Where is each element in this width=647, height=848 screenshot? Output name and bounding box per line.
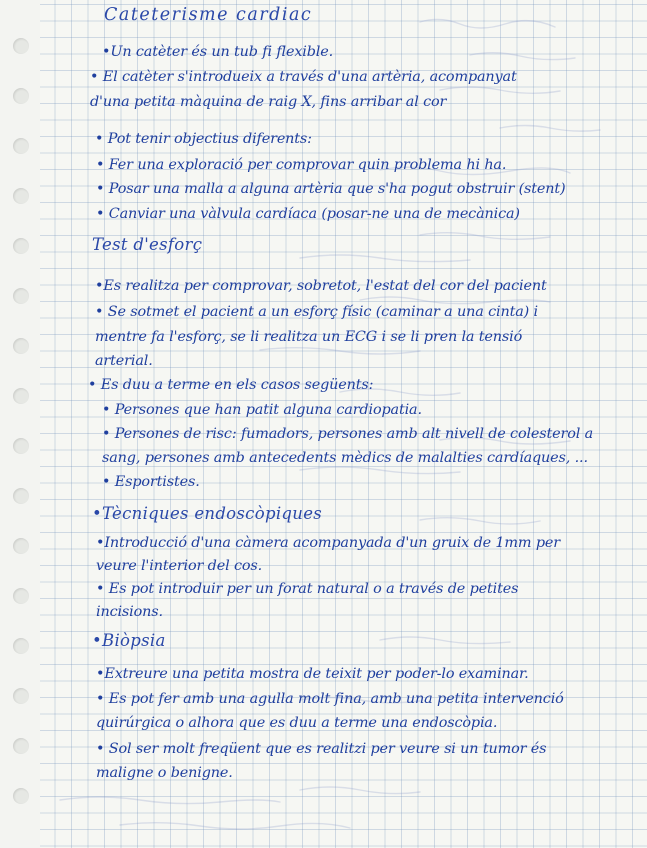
section-heading: •Tècniques endoscòpiques — [92, 504, 323, 523]
section-heading: Test d'esforç — [92, 235, 203, 254]
note-line: incisions. — [96, 604, 163, 620]
note-line: quirúrgica o alhora que es duu a terme una endoscòpia. — [96, 715, 498, 731]
note-line: arterial. — [95, 353, 153, 369]
note-line: • Persones que han patit alguna cardiopatia. — [102, 402, 422, 418]
note-line: mentre fa l'esforç, se li realitza un ECG i se li pren la tensió — [95, 329, 523, 345]
note-line: • Pot tenir objectius diferents: — [95, 131, 312, 147]
note-line: • Fer una exploració per comprovar quin problema hi ha. — [96, 157, 507, 173]
note-line: • Esportistes. — [102, 474, 200, 490]
note-line: • Persones de risc: fumadors, persones amb alt nivell de colesterol a — [102, 426, 594, 442]
note-line: maligne o benigne. — [96, 765, 233, 781]
note-line: • Es pot fer amb una agulla molt fina, amb una petita intervenció — [96, 691, 564, 707]
note-line: • Sol ser molt freqüent que es realitzi per veure si un tumor és — [96, 741, 547, 757]
page-title: Cateterisme cardiac — [104, 5, 313, 25]
note-line: d'una petita màquina de raig X, fins arribar al cor — [90, 94, 447, 110]
note-line: • Es duu a terme en els casos següents: — [88, 377, 374, 393]
note-line: •Un catèter és un tub fi flexible. — [102, 44, 334, 60]
note-line: • Posar una malla a alguna artèria que s'ha pogut obstruir (stent) — [96, 181, 566, 197]
note-line: •Introducció d'una càmera acompanyada d'un gruix de 1mm per — [96, 535, 560, 551]
note-line: • Es pot introduir per un forat natural o a través de petites — [96, 581, 519, 597]
note-line: •Extreure una petita mostra de teixit per poder-lo examinar. — [96, 666, 529, 682]
note-line: • El catèter s'introdueix a través d'una artèria, acompanyat — [90, 69, 517, 85]
note-line: •Es realitza per comprovar, sobretot, l'estat del cor del pacient — [95, 278, 547, 294]
note-line: • Canviar una vàlvula cardíaca (posar-ne una de mecànica) — [96, 206, 520, 222]
note-line: veure l'interior del cos. — [96, 558, 263, 574]
note-line: sang, persones amb antecedents mèdics de malalties cardíaques, ... — [102, 450, 588, 466]
note-line: • Se sotmet el pacient a un esforç físic (caminar a una cinta) i — [95, 304, 539, 320]
section-heading: •Biòpsia — [92, 631, 166, 650]
